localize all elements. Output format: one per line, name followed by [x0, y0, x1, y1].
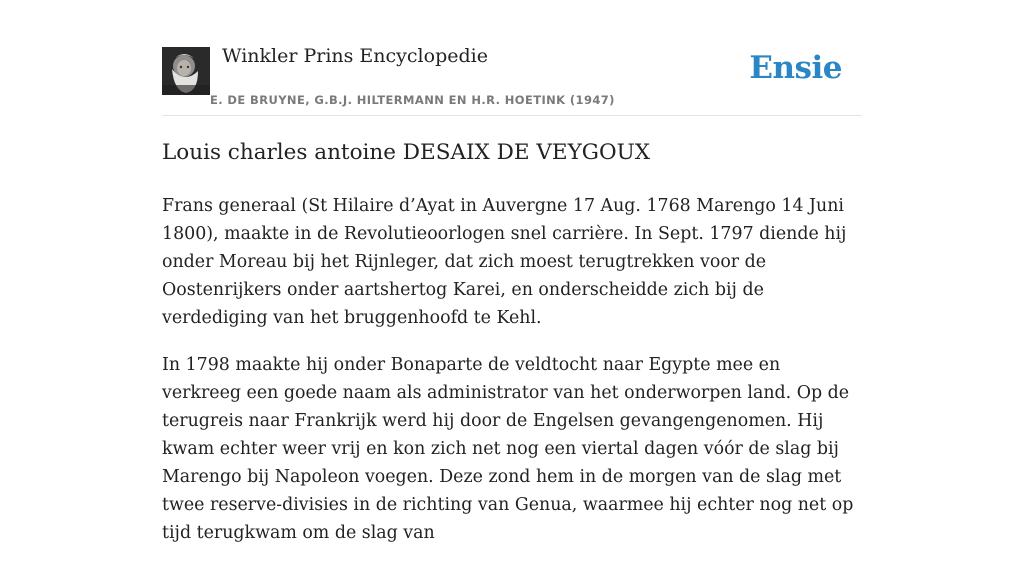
source-authors: E. DE BRUYNE, G.B.J. HILTERMANN EN H.R. HOETINK (1947)	[210, 93, 615, 107]
content-container	[162, 0, 862, 543]
ensie-logo-link[interactable]: Ensie	[749, 50, 842, 86]
author-avatar[interactable]	[162, 47, 210, 95]
source-title[interactable]: Winkler Prins Encyclopedie	[222, 45, 488, 67]
article-paragraph: Frans generaal (St Hilaire d’Ayat in Auvergne 17 Aug. 1768 Marengo 14 Juni 1800), maakte in de Revolutieoorlogen snel carrière. In Sept. 1797 diende hij onder Moreau bij het Rijnleger, dat zich moest terugtrekken voor de Oostenrijkers onder aartshertog Karei, en onderscheidde zich bij de verdediging van het bruggenhoofd te Kehl.	[162, 196, 847, 328]
article-title: Louis charles antoine DESAIX DE VEYGOUX	[162, 140, 651, 165]
source-header	[162, 0, 862, 116]
author-portrait-icon	[162, 47, 210, 95]
article-paragraph: In 1798 maakte hij onder Bonaparte de veldtocht naar Egypte mee en verkreeg een goede naam als administrator van het onderworpen land. Op de terugreis naar Frankrijk werd hij door de Engelsen gevangengenomen. Hij kwam echter weer vrij en kon zich net nog een viertal dagen vóór de slag bij Marengo bij Napoleon voegen. Deze zond hem in de morgen van de slag met twee reserve-divisies in de richting van Genua, waarmee hij echter nog net op tijd terugkwam om de slag van	[162, 355, 854, 543]
article-body	[162, 192, 862, 566]
